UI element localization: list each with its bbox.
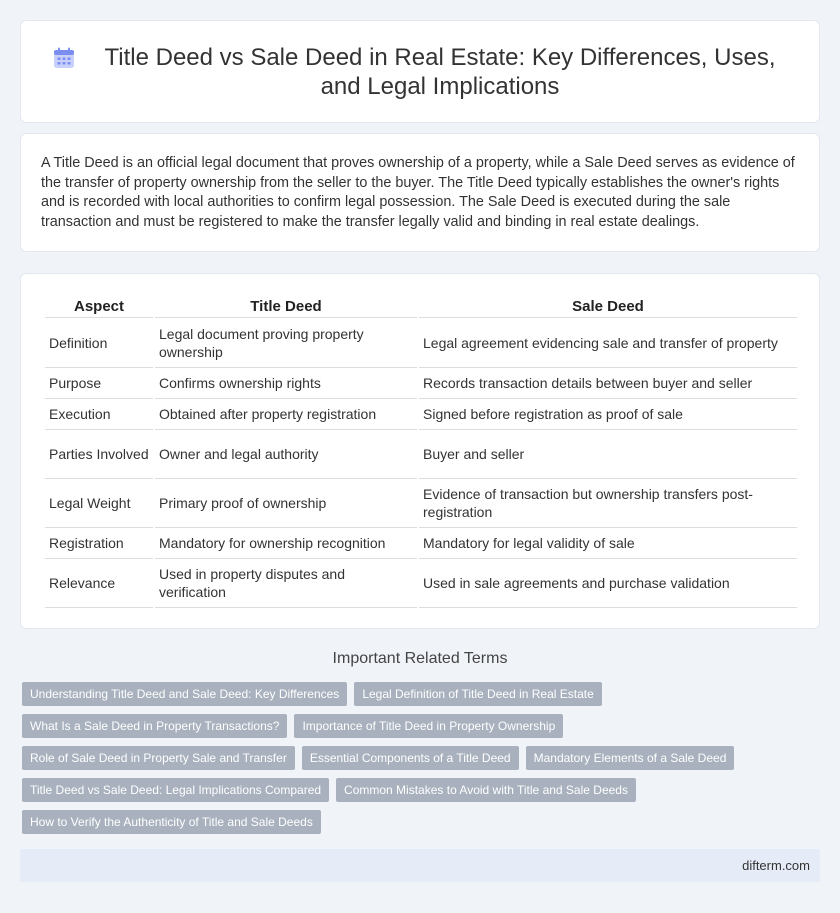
related-term-link[interactable]: How to Verify the Authenticity of Title and Sale Deeds — [22, 810, 321, 834]
table-row — [45, 318, 797, 368]
tag-row — [22, 714, 802, 738]
table-cell: Mandatory for ownership recognition — [155, 528, 417, 559]
table-cell: Relevance — [45, 559, 153, 608]
table-cell: Execution — [45, 399, 153, 430]
intro-paragraph: A Title Deed is an official legal document that proves ownership of a property, while a Sale Deed serves as evidence of the transfer of property ownership from the seller to the buyer. The Title Deed typically establishes the owner's rights and is recorded with local authorities to confirm legal possession. The Sale Deed is executed during the sale transaction and must be registered to make the transfer legally valid and binding in real estate dealings. — [41, 155, 795, 230]
table-row — [45, 368, 797, 399]
table-row — [45, 559, 797, 608]
related-term-link[interactable]: What Is a Sale Deed in Property Transactions? — [22, 714, 287, 738]
table-cell: Legal Weight — [45, 479, 153, 528]
title-card — [20, 20, 820, 123]
table-cell: Used in property disputes and verification — [155, 559, 417, 608]
footer — [20, 849, 820, 882]
header-aspect: Aspect — [45, 294, 153, 318]
table-cell: Used in sale agreements and purchase validation — [419, 559, 797, 608]
table-row — [45, 479, 797, 528]
tag-row — [22, 746, 802, 770]
tag-row — [22, 682, 802, 706]
table-cell: Mandatory for legal validity of sale — [419, 528, 797, 559]
related-term-link[interactable]: Role of Sale Deed in Property Sale and Transfer — [22, 746, 295, 770]
table-cell: Purpose — [45, 368, 153, 399]
related-terms-list — [22, 682, 802, 842]
header-sale-deed: Sale Deed — [419, 294, 797, 318]
table-cell: Parties Involved — [45, 430, 153, 479]
related-term-link[interactable]: Mandatory Elements of a Sale Deed — [526, 746, 735, 770]
intro-card — [20, 133, 820, 252]
table-cell: Buyer and seller — [419, 430, 797, 479]
table-cell: Definition — [45, 318, 153, 368]
related-term-link[interactable]: Legal Definition of Title Deed in Real Estate — [354, 682, 601, 706]
table-cell: Confirms ownership rights — [155, 368, 417, 399]
page-title: Title Deed vs Sale Deed in Real Estate: Key Differences, Uses, and Legal Implications — [104, 44, 776, 100]
table-cell: Records transaction details between buyer and seller — [419, 368, 797, 399]
related-term-link[interactable]: Title Deed vs Sale Deed: Legal Implications Compared — [22, 778, 329, 802]
tag-row — [22, 778, 802, 802]
footer-site[interactable]: difterm.com — [742, 858, 810, 873]
related-terms-title: Important Related Terms — [332, 650, 508, 667]
table-header-row — [45, 294, 797, 318]
related-term-link[interactable]: Importance of Title Deed in Property Ownership — [294, 714, 563, 738]
table-cell: Legal agreement evidencing sale and transfer of property — [419, 318, 797, 368]
table-cell: Registration — [45, 528, 153, 559]
table-cell: Obtained after property registration — [155, 399, 417, 430]
table-cell: Legal document proving property ownership — [155, 318, 417, 368]
calendar-icon — [52, 46, 76, 70]
table-row — [45, 430, 797, 479]
comparison-table — [43, 294, 799, 608]
related-term-link[interactable]: Understanding Title Deed and Sale Deed: Key Differences — [22, 682, 347, 706]
table-cell: Primary proof of ownership — [155, 479, 417, 528]
table-cell: Owner and legal authority — [155, 430, 417, 479]
related-term-link[interactable]: Common Mistakes to Avoid with Title and Sale Deeds — [336, 778, 636, 802]
comparison-card — [20, 273, 820, 629]
related-term-link[interactable]: Essential Components of a Title Deed — [302, 746, 519, 770]
table-row — [45, 399, 797, 430]
tag-row — [22, 810, 802, 834]
header-title-deed: Title Deed — [155, 294, 417, 318]
table-row — [45, 528, 797, 559]
title-row — [21, 43, 819, 101]
table-cell: Signed before registration as proof of sale — [419, 399, 797, 430]
table-cell: Evidence of transaction but ownership transfers post-registration — [419, 479, 797, 528]
